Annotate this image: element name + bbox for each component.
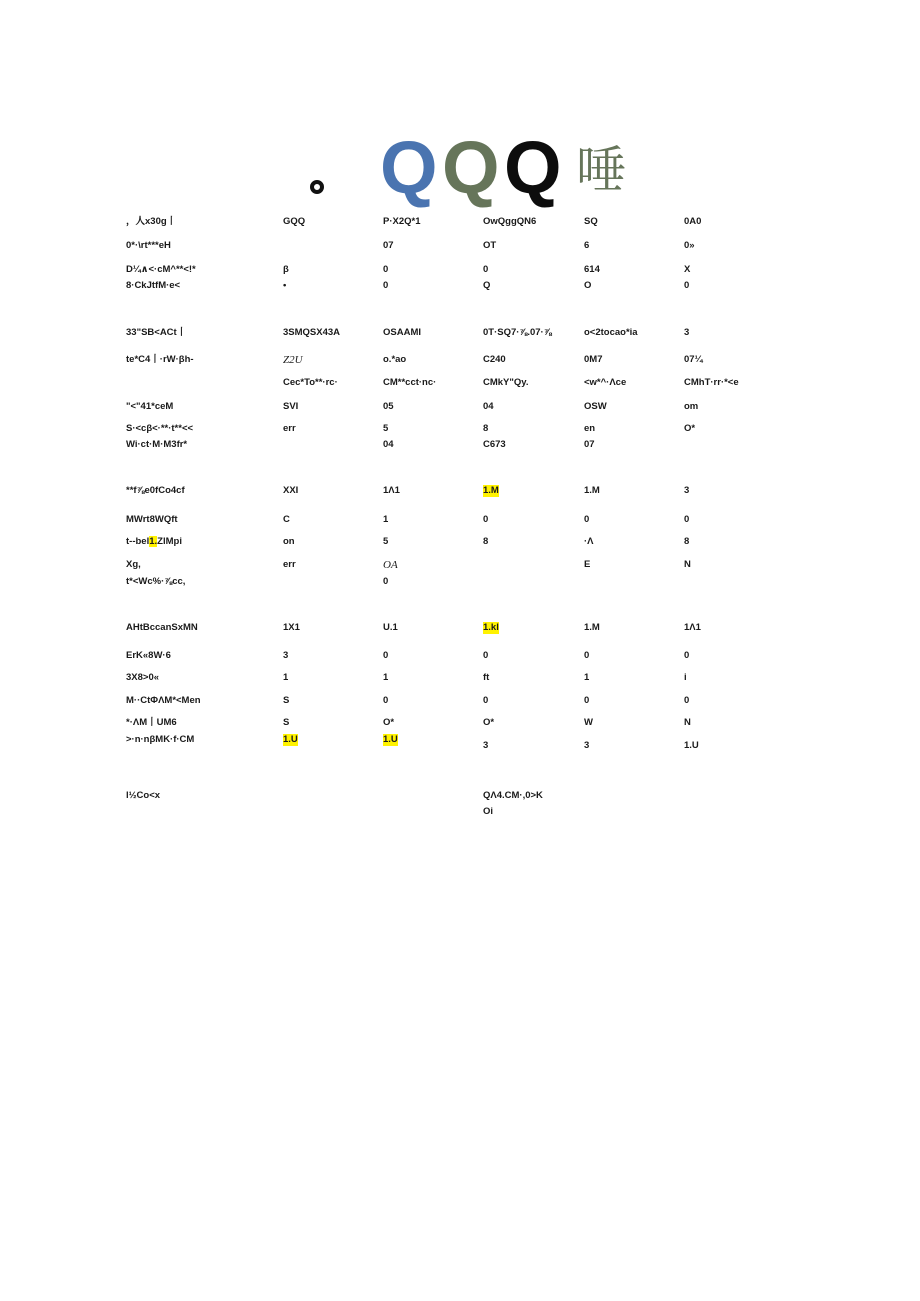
table-cell: OT [483, 240, 497, 251]
table-cell: 0 [684, 514, 690, 525]
table-cell: U.1 [383, 622, 398, 633]
table-cell: 04 [483, 401, 494, 412]
table-cell: CMkY"Qy. [483, 377, 529, 388]
table-cell: 0 [684, 650, 690, 661]
table-cell: W [584, 717, 593, 728]
table-cell: 0 [383, 576, 389, 587]
table-cell: C240 [483, 354, 506, 365]
table-cell: 0T·SQ7·⅞.07·⅞ [483, 327, 552, 338]
table-cell: 0 [584, 695, 590, 706]
table-cell: C [283, 514, 290, 525]
row-label: >·n·nβMK·f·CM [126, 734, 195, 745]
table-cell: 1 [584, 672, 590, 683]
table-cell: 1.U [383, 734, 398, 745]
table-cell: 0M7 [584, 354, 603, 365]
row-label: AHtBccanSxMN [126, 622, 198, 633]
table-cell: o.*ao [383, 354, 407, 365]
table-cell: om [684, 401, 699, 412]
logo-letter-3: Q [504, 126, 562, 209]
table-cell: on [283, 536, 295, 547]
table-cell: E [584, 559, 591, 570]
row-label: 3X8>0« [126, 672, 160, 683]
table-cell: <w*^·Λce [584, 377, 627, 388]
row-label: te*C4丨·rW·βh- [126, 354, 194, 365]
row-label: ErK«8W·6 [126, 650, 171, 661]
table-cell: 0 [483, 264, 489, 275]
table-cell: 6 [584, 240, 590, 251]
table-cell: 0 [383, 695, 389, 706]
table-cell: 0 [483, 650, 489, 661]
table-cell: 1.M [584, 485, 600, 496]
table-cell: 07¼ [684, 354, 703, 365]
table-cell: 0 [684, 695, 690, 706]
table-cell: CMhT·rr·*<e [684, 377, 739, 388]
table-cell: en [584, 423, 596, 434]
table-cell: SQ [584, 216, 598, 227]
table-cell: 1Λ1 [684, 622, 701, 633]
table-cell: err [283, 423, 296, 434]
logo-letter-2: Q [442, 126, 500, 209]
table-cell: OA [383, 559, 398, 571]
table-cell: 0 [684, 280, 690, 291]
table-cell: SVI [283, 401, 299, 412]
table-cell: OSAAMI [383, 327, 421, 338]
table-cell: X [684, 264, 691, 275]
row-label: Xg, [126, 559, 141, 570]
table-cell: 1Λ1 [383, 485, 400, 496]
table-cell: Z2U [283, 354, 303, 366]
table-cell: 0» [684, 240, 695, 251]
table-cell: 0 [383, 280, 389, 291]
table-cell: 0 [584, 650, 590, 661]
table-cell: 0 [383, 264, 389, 275]
table-cell: 5 [383, 536, 389, 547]
table-cell: 8 [483, 536, 489, 547]
table-cell: 04 [383, 439, 394, 450]
table-cell: OSW [584, 401, 607, 412]
table-cell: 1.kl [483, 622, 499, 633]
table-cell: 3 [483, 740, 489, 751]
table-cell: 1 [383, 672, 389, 683]
table-cell: 07 [584, 439, 595, 450]
table-cell: 3 [684, 327, 690, 338]
row-label: 33"SB<ACt丨 [126, 327, 187, 338]
row-label: D¼∧<·cM^**<!* [126, 264, 196, 275]
table-cell: ft [483, 672, 490, 683]
table-cell: Cec*To**·rc· [283, 377, 338, 388]
table-cell: 0 [584, 514, 590, 525]
row-label: t*<Wc%·⅞cc, [126, 576, 186, 587]
table-cell: 1.M [584, 622, 600, 633]
row-label: 0*·\rt***eH [126, 240, 171, 251]
row-label: ，人x30g丨 [126, 216, 177, 227]
table-cell: QΛ4.CM·,0>K [483, 790, 543, 801]
table-cell: 5 [383, 423, 389, 434]
table-cell: N [684, 559, 691, 570]
table-cell: 8 [684, 536, 690, 547]
table-cell: S [283, 717, 290, 728]
table-cell: 3 [584, 740, 590, 751]
row-label: **f⅞e0fCo4cf [126, 485, 185, 496]
table-cell: 3 [283, 650, 289, 661]
table-cell: 3 [684, 485, 690, 496]
table-cell: O* [483, 717, 495, 728]
table-cell: CM**cct·nc· [383, 377, 437, 388]
table-cell: 1 [283, 672, 289, 683]
table-cell: ·Λ [584, 536, 594, 547]
table-cell: 1 [383, 514, 389, 525]
table-cell: 0 [483, 514, 489, 525]
table-cell: O* [684, 423, 696, 434]
table-cell: P·X2Q*1 [383, 216, 421, 227]
row-label: t--bel1.ZlMpi [126, 536, 182, 547]
table-cell: 0A0 [684, 216, 702, 227]
table-cell: O [584, 280, 592, 291]
table-cell: 3SMQSX43A [283, 327, 341, 338]
table-cell: OwQggQN6 [483, 216, 537, 227]
table-cell: 1X1 [283, 622, 300, 633]
table-cell: GQQ [283, 216, 306, 227]
row-label: *·ΛM丨UM6 [126, 717, 177, 728]
row-label: 8·CkJtfM·e< [126, 280, 181, 291]
table-cell: S [283, 695, 290, 706]
table-cell: 0 [383, 650, 389, 661]
logo-cjk-character: 唾 [576, 141, 626, 199]
table-cell: XXI [283, 485, 299, 496]
table-cell: 1.U [283, 734, 298, 745]
table-cell: o<2tocao*ia [584, 327, 638, 338]
table-cell: C673 [483, 439, 506, 450]
table-cell: Q [483, 280, 491, 291]
row-label: "<"41*ceM [126, 401, 174, 412]
table-cell: β [283, 264, 289, 275]
table-cell: 614 [584, 264, 600, 275]
table-cell: 1.U [684, 740, 699, 751]
table-cell: 05 [383, 401, 394, 412]
table-cell: 07 [383, 240, 394, 251]
row-label: MWrt8WQft [126, 514, 178, 525]
row-label: S·<cβ<·**·t**<< [126, 423, 194, 434]
table-cell: 0 [483, 695, 489, 706]
table-cell: 8 [483, 423, 489, 434]
table-cell: • [283, 280, 287, 291]
row-label: Wi·ct·M·M3fr* [126, 439, 188, 450]
row-label: M··CtΦΛM*<Men [126, 695, 201, 706]
table-cell: 1.M [483, 485, 499, 496]
table-cell: i [684, 672, 687, 683]
table-cell: Oi [483, 806, 494, 817]
table-cell: err [283, 559, 296, 570]
table-cell: N [684, 717, 691, 728]
table-cell: O* [383, 717, 395, 728]
logo-letter-1: Q [380, 126, 438, 209]
row-label: l½Co<x [126, 790, 161, 801]
